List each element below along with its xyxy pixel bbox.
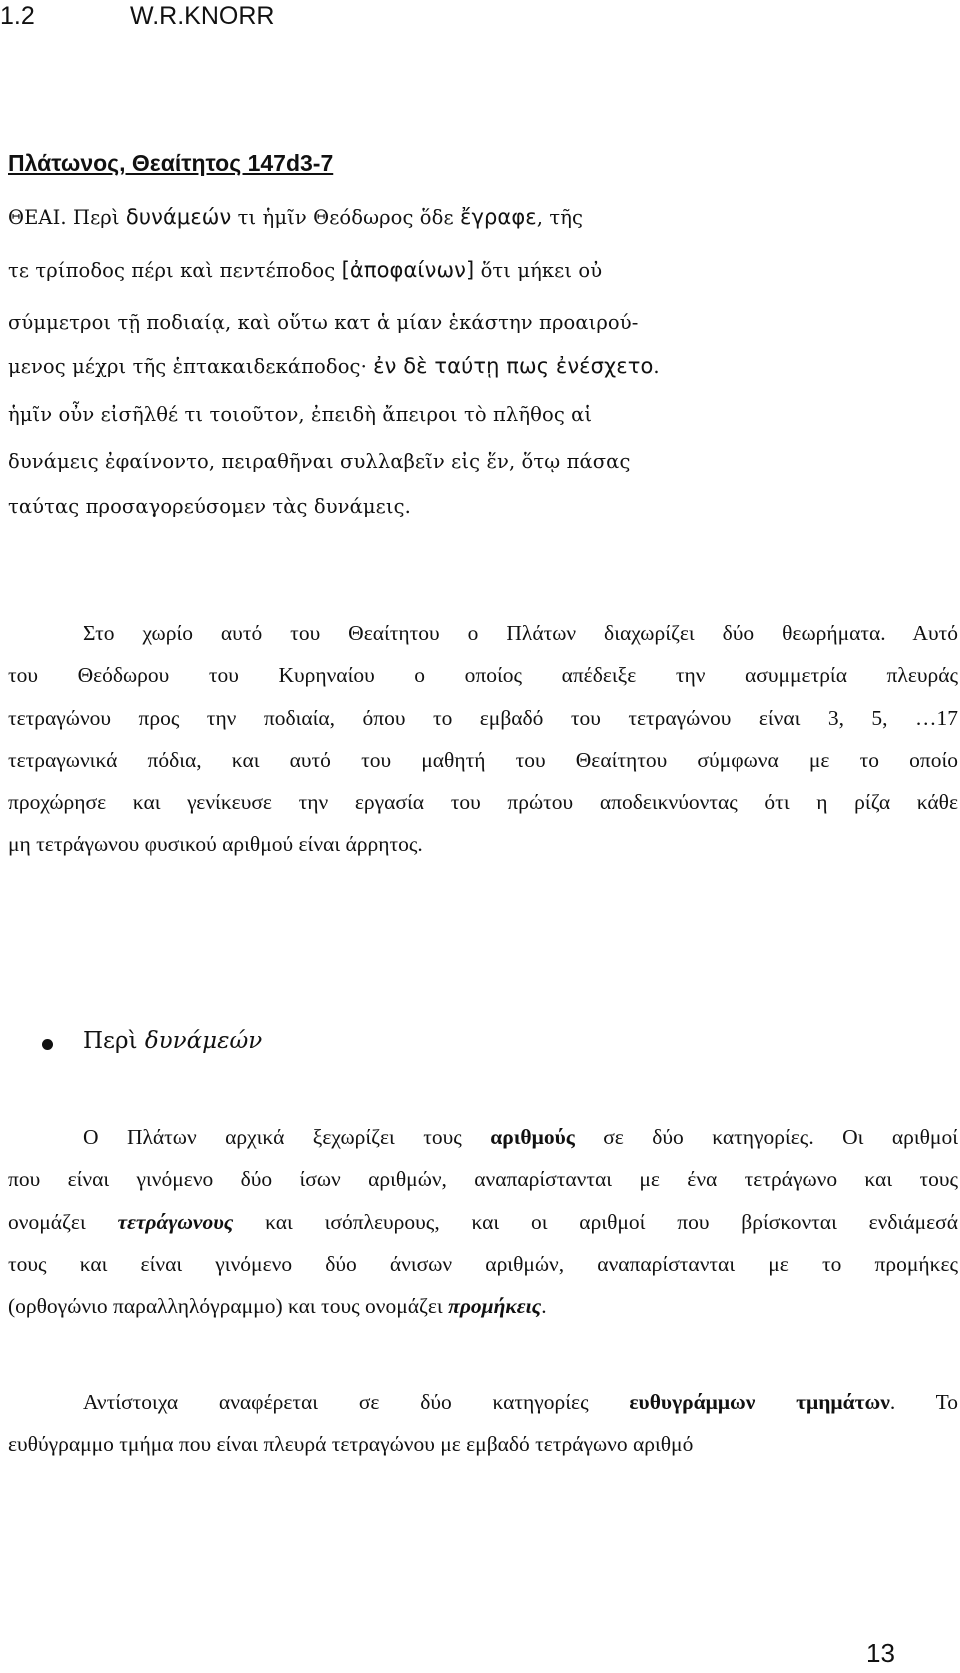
paragraph-line	[8, 1243, 958, 1285]
paragraph-line: τετραγώνου προς την ποδιαία, όπου το εμβαδό του τετραγώνου είναι 3, 5, …17	[8, 705, 958, 730]
paragraph-segments	[8, 1381, 958, 1466]
text-run: σε δύο κατηγορίες. Οι αριθμοί	[574, 1125, 958, 1149]
section-number: 1.2	[0, 2, 35, 30]
page-number: 13	[866, 1638, 895, 1668]
text-run: και ισόπλευρους, και οι αριθμοί που βρίσκονται ενδιάμεσά	[233, 1209, 958, 1234]
greek-text: δυνάμεις ἐφαίνοντο, πειραθῆναι συλλαβεῖν εἰς ἕν, ὅτῳ πάσας	[8, 450, 631, 473]
paragraph-line	[8, 1285, 958, 1327]
paragraph-line: τετραγωνικά πόδια, και αυτό του μαθητή του Θεαίτητου σύμφωνα με το οποίο	[8, 747, 958, 772]
greek-line	[8, 258, 602, 282]
text-run: ονομάζει	[8, 1209, 118, 1234]
text-run: Ο Πλάτων αρχικά ξεχωρίζει τους	[83, 1125, 491, 1149]
greek-text: ὅτι μήκει οὐ	[474, 259, 603, 282]
paragraph-line	[8, 1116, 958, 1158]
bullet-heading-text	[83, 1028, 262, 1054]
bold-italic-term: τετράγωνους	[117, 1209, 234, 1234]
greek-line	[8, 205, 583, 229]
greek-emphasis: [ἀποφαίνων]	[341, 258, 475, 282]
greek-text: , τῆς	[536, 206, 584, 229]
bold-term: ευθυγράμμων τμημάτων	[629, 1390, 890, 1414]
greek-line	[8, 495, 411, 518]
paragraph-commentary	[8, 612, 958, 866]
text-run: που είναι γινόμενο δύο ίσων αριθμών, αναπαρίστανται με ένα τετράγωνο και τους	[8, 1167, 958, 1192]
greek-text: σύμμετροι τῇ ποδιαίᾳ, καὶ οὕτω κατ ἁ μίαν ἑκάστην προαιρού-	[8, 311, 639, 334]
header-author: W.R.KNORR	[130, 2, 275, 30]
paragraph-line	[8, 1423, 958, 1465]
greek-text: τι ἡμῖν Θεόδωρος ὅδε	[231, 206, 460, 229]
greek-emphasis: δυνάμεών	[125, 205, 232, 229]
bold-term: αριθμούς	[490, 1125, 575, 1149]
greek-line	[8, 450, 630, 473]
greek-line	[8, 403, 592, 426]
bullet-icon	[42, 1039, 53, 1050]
source-title: Πλάτωνος, Θεαίτητος 147d3-7	[8, 150, 334, 176]
paragraph-line: Στο χωρίο αυτό του Θεαίτητου ο Πλάτων διαχωρίζει δύο θεωρήματα. Αυτό	[83, 621, 958, 645]
bullet-prefix: Περὶ	[83, 1028, 145, 1054]
text-run: Αντίστοιχα αναφέρεται σε δύο κατηγορίες	[83, 1390, 630, 1414]
bold-italic-term: προμήκεις	[448, 1294, 542, 1319]
greek-text: ἡμῖν οὖν εἰσῆλθέ τι τοιοῦτον, ἐπειδὴ ἄπειροι τὸ πλῆθος αἱ	[8, 403, 593, 426]
greek-emphasis: ἔγραφε	[460, 205, 537, 229]
greek-text: τε τρίποδος πέρι καὶ πεντέποδος	[8, 259, 342, 282]
bullet-emphasis: δυνάμεών	[144, 1028, 263, 1054]
paragraph-line: του Θεόδωρου του Κυρηναίου ο οποίος απέδειξε την ασυμμετρία πλευράς	[8, 663, 958, 688]
greek-line	[8, 311, 638, 334]
paragraph-line: προχώρησε και γενίκευσε την εργασία του πρώτου αποδεικνύοντας ότι η ρίζα κάθε	[8, 790, 958, 815]
greek-text: μενος μέχρι τῆς ἑπτακαιδεκάποδος·	[8, 355, 374, 378]
paragraph-numbers	[8, 1116, 958, 1327]
text-run: (ορθογώνιο παραλληλόγραμμο) και τους ονομάζει	[8, 1294, 449, 1319]
text-run: τους και είναι γινόμενο δύο άνισων αριθμών, αναπαρίστανται με το προμήκες	[8, 1251, 958, 1276]
text-run: . Το	[889, 1390, 958, 1414]
paragraph-line	[8, 1158, 958, 1200]
greek-text: ΘΕΑΙ. Περὶ	[8, 206, 126, 229]
paragraph-line	[8, 1201, 958, 1243]
greek-line	[8, 354, 660, 378]
greek-emphasis: ἐν δὲ ταύτῃ πως ἐνέσχετο	[373, 354, 654, 378]
paragraph-line	[8, 1381, 958, 1423]
text-run: .	[541, 1294, 547, 1319]
text-run: ευθύγραμμο τμήμα που είναι πλευρά τετραγώνου με εμβαδό τετράγωνο αριθμό	[8, 1432, 694, 1457]
greek-text: .	[653, 355, 660, 378]
greek-text: ταύτας προσαγορεύσομεν τὰς δυνάμεις.	[8, 495, 411, 518]
paragraph-line: μη τετράγωνου φυσικού αριθμού είναι άρρητος.	[8, 832, 423, 857]
